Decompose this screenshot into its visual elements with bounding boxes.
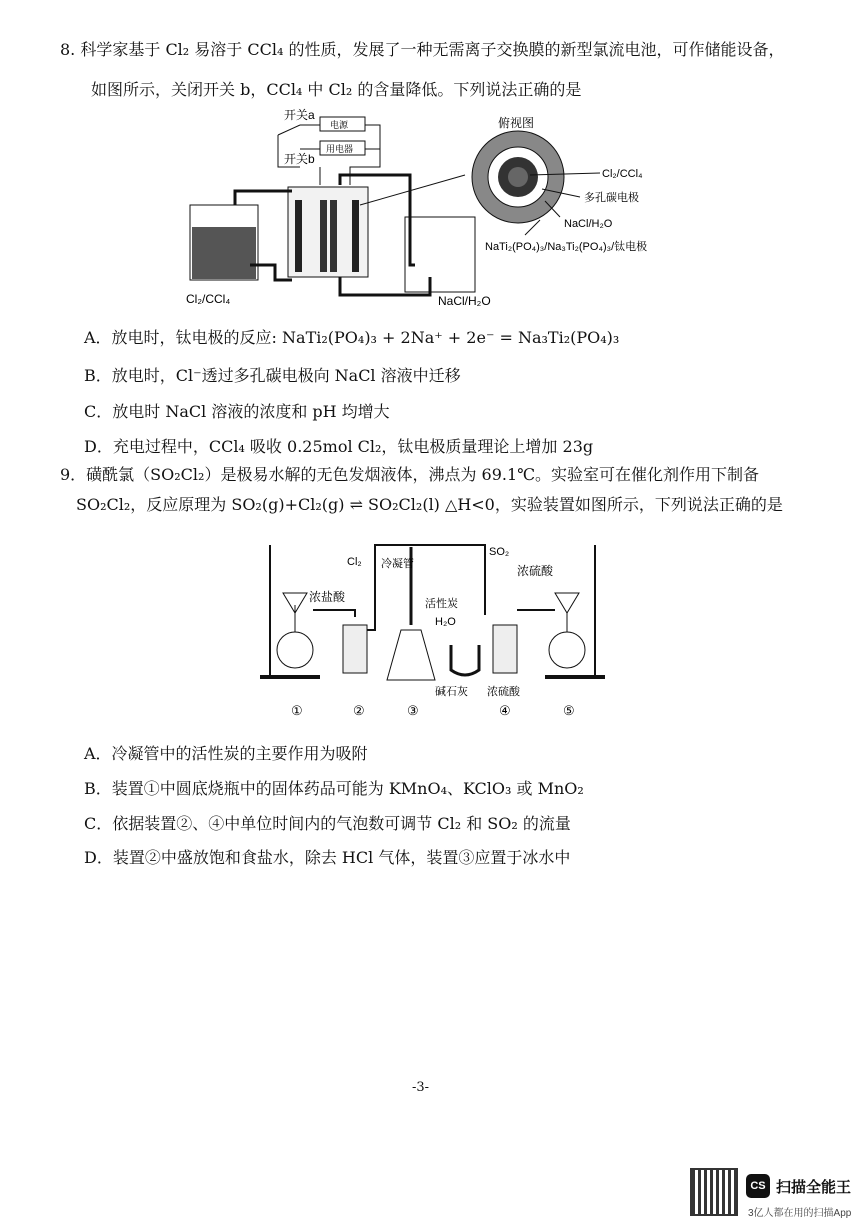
q8-option-a: A．放电时，钛电极的反应: NaTi₂(PO₄)₃ + 2Na⁺ + 2e⁻ = Na₃Ti₂(PO₄)₃ <box>84 328 620 347</box>
top-view-title: 俯视图 <box>498 116 535 130</box>
app-name: 扫描全能王 <box>776 1179 852 1196</box>
q9-stem-line2: SO₂Cl₂，反应原理为 SO₂(g)+Cl₂(g) ⇌ SO₂Cl₂(l) △H<0，实验装置如图所示，下列说法正确的是 <box>76 495 783 514</box>
left-beaker-label: Cl₂/CCl₄ <box>186 292 231 306</box>
q9-option-d: D．装置②中盛放饱和食盐水，除去 HCl 气体，装置③应置于冰水中 <box>84 848 571 867</box>
page-number: -3- <box>412 1080 430 1095</box>
conc-h2so4-top-label: 浓硫酸 <box>517 564 554 578</box>
apparatus-4-number: ④ <box>499 703 511 718</box>
so2-label: SO₂ <box>489 546 510 558</box>
condenser-label: 冷凝管 <box>381 558 414 570</box>
label-nacl-ring: NaCl/H₂O <box>564 218 613 230</box>
q8-stem-line1: 8. 科学家基于 Cl₂ 易溶于 CCl₄ 的性质，发展了一种无需离子交换膜的新型氯流电池，可作储能设备， <box>60 40 785 59</box>
conc-h2so4-bottom-label: 浓硫酸 <box>487 686 520 698</box>
conc-hcl-label: 浓盐酸 <box>309 590 346 604</box>
right-beaker-label: NaCl/H₂O <box>438 294 491 308</box>
h2o-label: H₂O <box>435 616 456 628</box>
power-source-label: 电源 <box>330 120 349 130</box>
switch-b-label: 开关b <box>284 152 315 166</box>
apparatus-1-number: ① <box>291 703 303 718</box>
q8-option-c: C．放电时 NaCl 溶液的浓度和 pH 均增大 <box>84 402 390 421</box>
label-cl2-ccl4: Cl₂/CCl₄ <box>602 168 643 180</box>
cs-logo-icon: CS <box>746 1174 770 1198</box>
cl2-label: Cl₂ <box>347 556 362 568</box>
app-tagline: 3亿人都在用的扫描App <box>748 1208 852 1219</box>
apparatus-2-number: ② <box>353 703 365 718</box>
q8-option-b: B．放电时，Cl⁻透过多孔碳电极向 NaCl 溶液中迁移 <box>84 366 461 385</box>
apparatus-diagram <box>255 535 615 720</box>
soda-lime-label: 碱石灰 <box>435 686 468 698</box>
q9-option-a: A．冷凝管中的活性炭的主要作用为吸附 <box>84 744 368 763</box>
label-ti-electrode: NaTi₂(PO₄)₃/Na₃Ti₂(PO₄)₃/钛电极 <box>485 241 648 253</box>
battery-diagram <box>180 105 680 315</box>
q9-option-c: C．依据装置②、④中单位时间内的气泡数可调节 Cl₂ 和 SO₂ 的流量 <box>84 814 571 833</box>
apparatus-3-number: ③ <box>407 703 419 718</box>
appliance-label: 用电器 <box>326 144 354 154</box>
q8-option-d: D．充电过程中，CCl₄ 吸收 0.25mol Cl₂，钛电极质量理论上增加 23g <box>84 437 594 456</box>
qr-code-icon <box>690 1168 738 1216</box>
label-carbon-electrode: 多孔碳电极 <box>584 192 639 204</box>
switch-a-label: 开关a <box>284 108 315 122</box>
q9-stem-line1: 9．磺酰氯（SO₂Cl₂）是极易水解的无色发烟液体，沸点为 69.1℃。实验室可在催化剂作用下制备 <box>60 465 760 484</box>
activated-carbon-label: 活性炭 <box>425 598 458 610</box>
scanner-watermark <box>690 1166 860 1222</box>
q8-stem-line2: 如图所示，关闭开关 b，CCl₄ 中 Cl₂ 的含量降低。下列说法正确的是 <box>91 80 582 99</box>
apparatus-5-number: ⑤ <box>563 703 575 718</box>
q9-option-b: B．装置①中圆底烧瓶中的固体药品可能为 KMnO₄、KClO₃ 或 MnO₂ <box>84 779 584 798</box>
